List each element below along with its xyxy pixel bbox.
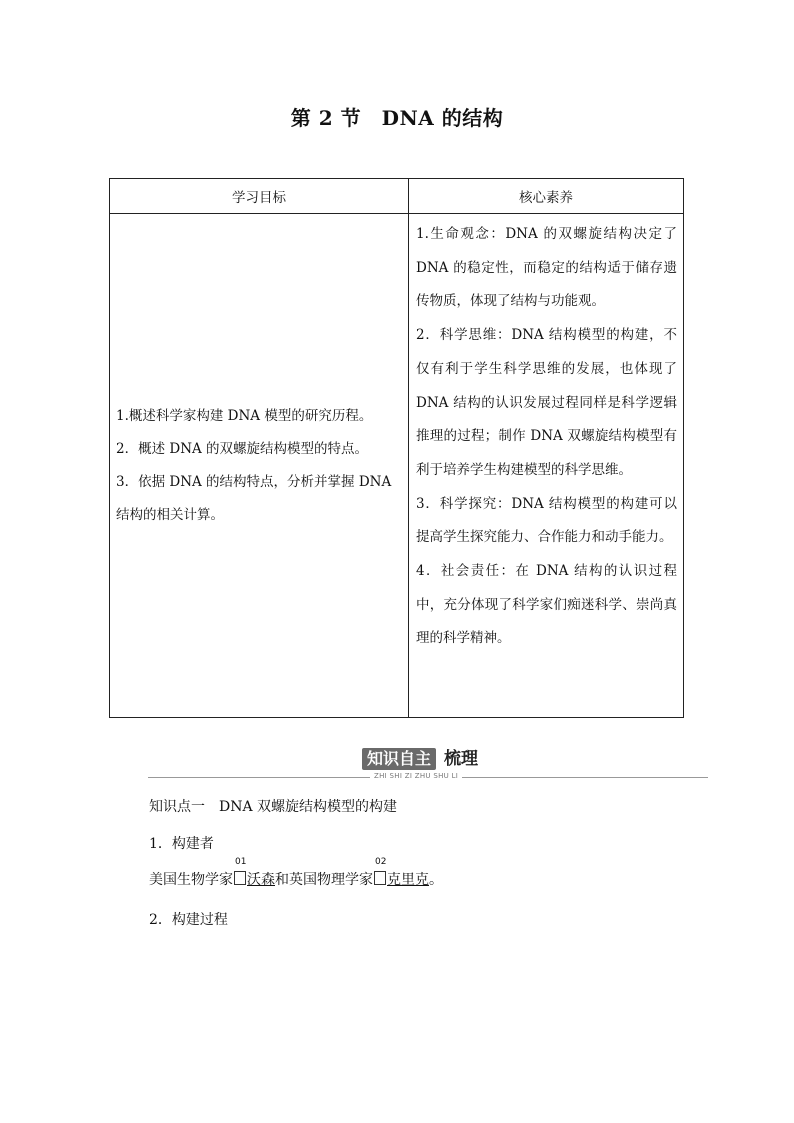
blank-marker xyxy=(234,857,247,885)
blank1-answer: 沃森 xyxy=(247,872,275,888)
objective-item: 1.概述科学家构建 DNA 模型的研究历程。 xyxy=(116,407,373,424)
objective-item: 3．依据 DNA 的结构特点，分析并掌握 DNA 结构的相关计算。 xyxy=(116,473,392,523)
table-header-row xyxy=(110,179,684,214)
item1-text-b: 和英国物理学家 xyxy=(275,872,373,888)
objectives-cell xyxy=(110,214,409,718)
banner-pinyin: ZHI SHI ZI ZHU SHU LI xyxy=(370,772,462,780)
blank-number: 01 xyxy=(235,857,247,867)
banner-tail-text: 梳理 xyxy=(444,749,478,769)
section-heading: 知识点一 DNA 双螺旋结构模型的构建 xyxy=(149,799,398,815)
item1-text-a: 美国生物学家 xyxy=(149,872,233,888)
table-row xyxy=(110,214,684,718)
objectives-table xyxy=(109,178,684,718)
objective-item: 2．概述 DNA 的双螺旋结构模型的特点。 xyxy=(116,440,369,457)
table-header-objectives: 学习目标 xyxy=(110,179,409,214)
competencies-cell xyxy=(409,214,684,718)
competency-item: 3．科学探究：DNA 结构模型的构建可以提高学生探究能力、合作能力和动手能力。 xyxy=(416,495,677,546)
section-banner xyxy=(148,748,708,780)
blank2-answer: 克里克 xyxy=(387,872,429,888)
competency-item: 4．社会责任：在 DNA 结构的认识过程中，充分体现了科学家们痴迷科学、崇尚真理的科学精神。 xyxy=(416,563,677,647)
item1-sentence xyxy=(149,857,443,889)
banner-boxed-text: 知识自主 xyxy=(362,748,436,770)
competency-item: 2．科学思维：DNA 结构模型的构建，不仅有利于学生科学思维的发展，也体现了 DNA 结构的认识发展过程同样是科学逻辑推理的过程；制作 DNA 双螺旋结构模型有利于培养学生构建模型的科学思维。 xyxy=(416,327,677,478)
page-title: 第 2 节 DNA 的结构 xyxy=(290,106,504,130)
blank-number: 02 xyxy=(375,857,387,867)
item1-label: 1．构建者 xyxy=(149,836,214,852)
item2-label: 2．构建过程 xyxy=(149,912,228,928)
blank-marker xyxy=(374,857,387,885)
competency-item: 1.生命观念：DNA 的双螺旋结构决定了 DNA 的稳定性，而稳定的结构适于储存遗传物质，体现了结构与功能观。 xyxy=(416,226,677,310)
item1-text-c: 。 xyxy=(429,872,443,888)
table-header-competencies: 核心素养 xyxy=(409,179,684,214)
